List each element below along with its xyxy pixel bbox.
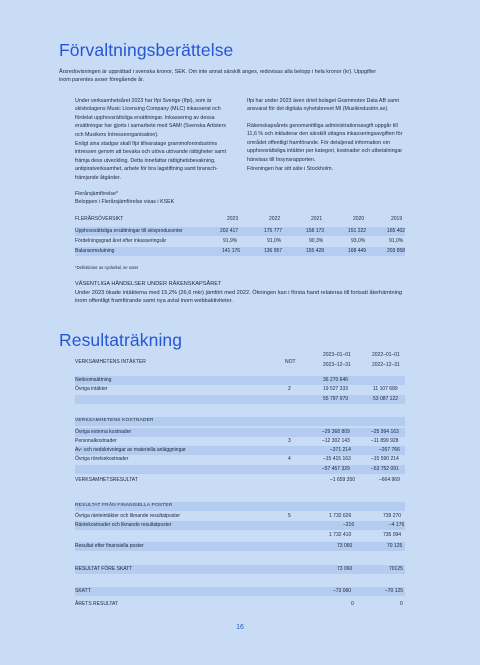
- row-v1: –29 368 809: [322, 429, 350, 435]
- col1-para-1: Under verksamhetsåret 2023 har Ifpi Sverige (Ifpi), som är skivbolagens Music Licensing Company (MLC) inkasserat och fördelat upphovsrättsliga ersättningar. Inkassering av dessa ersättningar har gjorts i samarbete med SAMI (Svenska Artisters och Musikers Intresseorganisation).: [75, 98, 227, 138]
- flerar-cell: 91,0%: [389, 238, 404, 244]
- table-row: [75, 428, 405, 437]
- row-label: Av- och nedskrivningar av materiella anläggningar: [75, 447, 186, 453]
- row-v2: –15 590 214: [371, 456, 399, 462]
- row-label: Räntekostnader och liknande resultatposter: [75, 522, 172, 528]
- table-row: [75, 376, 405, 385]
- row-v2: –267 766: [379, 447, 400, 453]
- tax-v2: –70 125: [385, 588, 404, 594]
- flerar-col-label: FLERÅRSÖVERSIKT: [75, 216, 124, 222]
- row-v2: 53 087 122: [373, 396, 399, 402]
- flerar-row: [75, 227, 405, 236]
- row-v2: –11 899 928: [371, 438, 399, 444]
- row-v1: 1 732 626: [329, 513, 352, 519]
- period2-start: 2022–01–01: [372, 352, 400, 358]
- row-v1: 19 527 333: [323, 386, 349, 392]
- row-label: Övriga rörelsekostnader: [75, 456, 129, 462]
- flerar-col-2022: 2022: [269, 216, 281, 222]
- row-label: Personalkostnader: [75, 438, 117, 444]
- row-not: 3: [288, 438, 291, 444]
- flerar-cell: 91,0%: [267, 238, 282, 244]
- flerar-cell: 203 858: [387, 248, 406, 254]
- table-row: [75, 465, 405, 474]
- row-v2: –53 752 091: [371, 466, 399, 472]
- row-v2: 739 270: [383, 513, 402, 519]
- pre-tax-v1: 73 060: [337, 566, 353, 572]
- flerar-cell: 90,3%: [309, 238, 324, 244]
- row-v2: 735 094: [383, 532, 402, 538]
- table-row: [75, 521, 405, 530]
- income-header: VERKSAMHETENS INTÄKTER: [75, 359, 146, 365]
- row-label: Nettoomsättning: [75, 377, 112, 383]
- row-label: Resultat efter finansiella poster: [75, 543, 144, 549]
- flerar-cell: 93,0%: [351, 238, 366, 244]
- row-label: Övriga externa kostnader: [75, 429, 132, 435]
- flerar-cell: 155 428: [306, 248, 325, 254]
- intro-text: Årsredovisningen är upprättad i svenska kronor, SEK. Om inte annat särskilt anges, redovisas alla belopp i hela kronor (kr). Uppgifter inom parentes avser föregående år.: [59, 69, 377, 84]
- pre-tax-row: [75, 565, 405, 574]
- year-result-v1: 0: [351, 601, 354, 607]
- flerar-header-row: [75, 215, 405, 224]
- not-header: NOT: [285, 359, 296, 365]
- op-result-v1: –1 659 350: [330, 477, 356, 483]
- pre-tax-label: RESULTAT FÖRE SKATT: [75, 566, 133, 572]
- row-label: Övriga ränteintäkter och liknande resultatposter: [75, 513, 181, 519]
- row-v1: 36 270 646: [323, 377, 349, 383]
- row-v1: 73 060: [337, 543, 353, 549]
- flerar-cell: 136 957: [264, 248, 283, 254]
- period1-start: 2023–01–01: [323, 352, 351, 358]
- flerar-row-label: Balansomslutning: [75, 248, 115, 254]
- flerar-cell: 141 176: [222, 248, 241, 254]
- op-result-row: [75, 476, 405, 485]
- row-label: Övriga intäkter: [75, 386, 108, 392]
- table-row: [75, 385, 405, 394]
- tax-row: [75, 587, 405, 596]
- table-row: [75, 395, 405, 404]
- flerar-row: [75, 237, 405, 246]
- col2-para-3: Föreningen har sitt säte i Stockholm.: [247, 166, 333, 172]
- flerar-row-label: Fördelningsgrad året efter inkasseringsår: [75, 238, 167, 244]
- tax-v1: –73 060: [333, 588, 352, 594]
- row-v2: –4 176: [389, 522, 405, 528]
- year-result-row: [75, 600, 405, 609]
- flerar-cell: 175 777: [264, 228, 283, 234]
- year-result-v2: 0: [400, 601, 403, 607]
- table-row: [75, 542, 405, 551]
- events-text: Under 2023 ökade intäkterna med 15,2% (26,6 mkr) jämfört med 2022. Ökningen kan i första hand relateras till fortsatt återhämtning inom offentligt framförande samt nya avtal inom webbaktiviteter.: [75, 290, 403, 305]
- flerar-col-2019: 2019: [391, 216, 403, 222]
- tax-label: SKATT: [75, 588, 91, 594]
- flerar-cell: 168 449: [348, 248, 367, 254]
- row-v2: 70 125: [387, 543, 403, 549]
- fin-header: RESULTAT FRÅN FINANSIELLA POSTER: [75, 502, 405, 511]
- events-heading: VÄSENTLIGA HÄNDELSER UNDER RÄKENSKAPSÅRET: [75, 281, 222, 287]
- table-row: [75, 531, 405, 540]
- period-row-2: [75, 361, 405, 370]
- op-result-label: VERKSAMHETSRESULTAT: [75, 477, 138, 483]
- row-v1: –57 457 329: [322, 466, 350, 472]
- table-row: [75, 455, 405, 464]
- flerar-col-2023: 2023: [227, 216, 239, 222]
- flerar-row: [75, 247, 405, 256]
- flerar-cell: 202 417: [220, 228, 239, 234]
- page-number: 16: [236, 624, 244, 631]
- row-v1: –12 302 143: [322, 438, 350, 444]
- row-v1: –216: [343, 522, 355, 528]
- row-v1: –371 214: [330, 447, 351, 453]
- cost-header: VERKSAMHETENS KOSTNADER: [75, 417, 405, 426]
- op-result-v2: –664 969: [379, 477, 400, 483]
- table-row: [75, 512, 405, 521]
- row-v1: –15 415 163: [323, 456, 351, 462]
- period2-end: 2022–12–31: [372, 362, 400, 368]
- result-title: Resultaträkning: [59, 330, 183, 350]
- row-v2: 11 107 689: [373, 386, 398, 392]
- period1-end: 2023–12–31: [323, 362, 351, 368]
- flerar-row-label: Upphovsrättsliga ersättningar till skivproducenter: [75, 228, 183, 234]
- flerar-label: Flerårsjämförelse*: [75, 191, 118, 197]
- table-row: [75, 437, 405, 446]
- col2-para-2: Räkenskapsårets genomsnittliga administrationsavgift uppgår till 11,6 % och inkluderar den särskilt uttagna inkasseringsavgiften för området offentligt framförande. För detaljerad information om upphovsrättsliga intäkter per kategori, kostnader och utbetalningar hänvisas till Insynsrapporten.: [247, 123, 403, 163]
- row-not: 4: [288, 456, 291, 462]
- pre-tax-v2: 70125: [389, 566, 403, 572]
- row-not: 5: [288, 513, 291, 519]
- flerar-cell: 151 222: [348, 228, 367, 234]
- flerar-note: Beloppen i Flerårsjämförelse visas i KSEK: [75, 199, 175, 205]
- flerar-col-2021: 2021: [311, 216, 323, 222]
- year-result-label: ÅRETS RESULTAT: [75, 601, 119, 607]
- flerar-cell: 165 402: [387, 228, 406, 234]
- row-not: 2: [288, 386, 291, 392]
- row-v1: 1 732 410: [329, 532, 352, 538]
- col2-para-1: Ifpi har under 2023 även drivit bolaget Grammotex Data AB samt ansvarat för det digitala nyhetsbrevet MI (Musikindustrin.se).: [247, 98, 399, 113]
- flerar-cell: 158 173: [306, 228, 325, 234]
- period-row-1: [75, 351, 405, 360]
- row-v2: –25 994 163: [371, 429, 399, 435]
- col1-para-2: Enligt sina stadgar skall Ifpi tillvaratage grammofonindustrins intressen genom att bevaka och utöva utövande rättigheter samt främja dess utveckling. Detta innefattar rättighetsbevakning, antipiratverksamhet, arbete för bra lagstiftning samt bransch-främjande åtgärder.: [75, 141, 227, 181]
- page-title: Förvaltningsberättelse: [59, 40, 234, 60]
- row-v1: 55 797 979: [323, 396, 349, 402]
- flerar-cell: 91,9%: [223, 238, 238, 244]
- flerar-footnote: *Definitioner av nyckeltal, se noter: [75, 265, 139, 270]
- table-row: [75, 446, 405, 455]
- flerar-col-2020: 2020: [353, 216, 365, 222]
